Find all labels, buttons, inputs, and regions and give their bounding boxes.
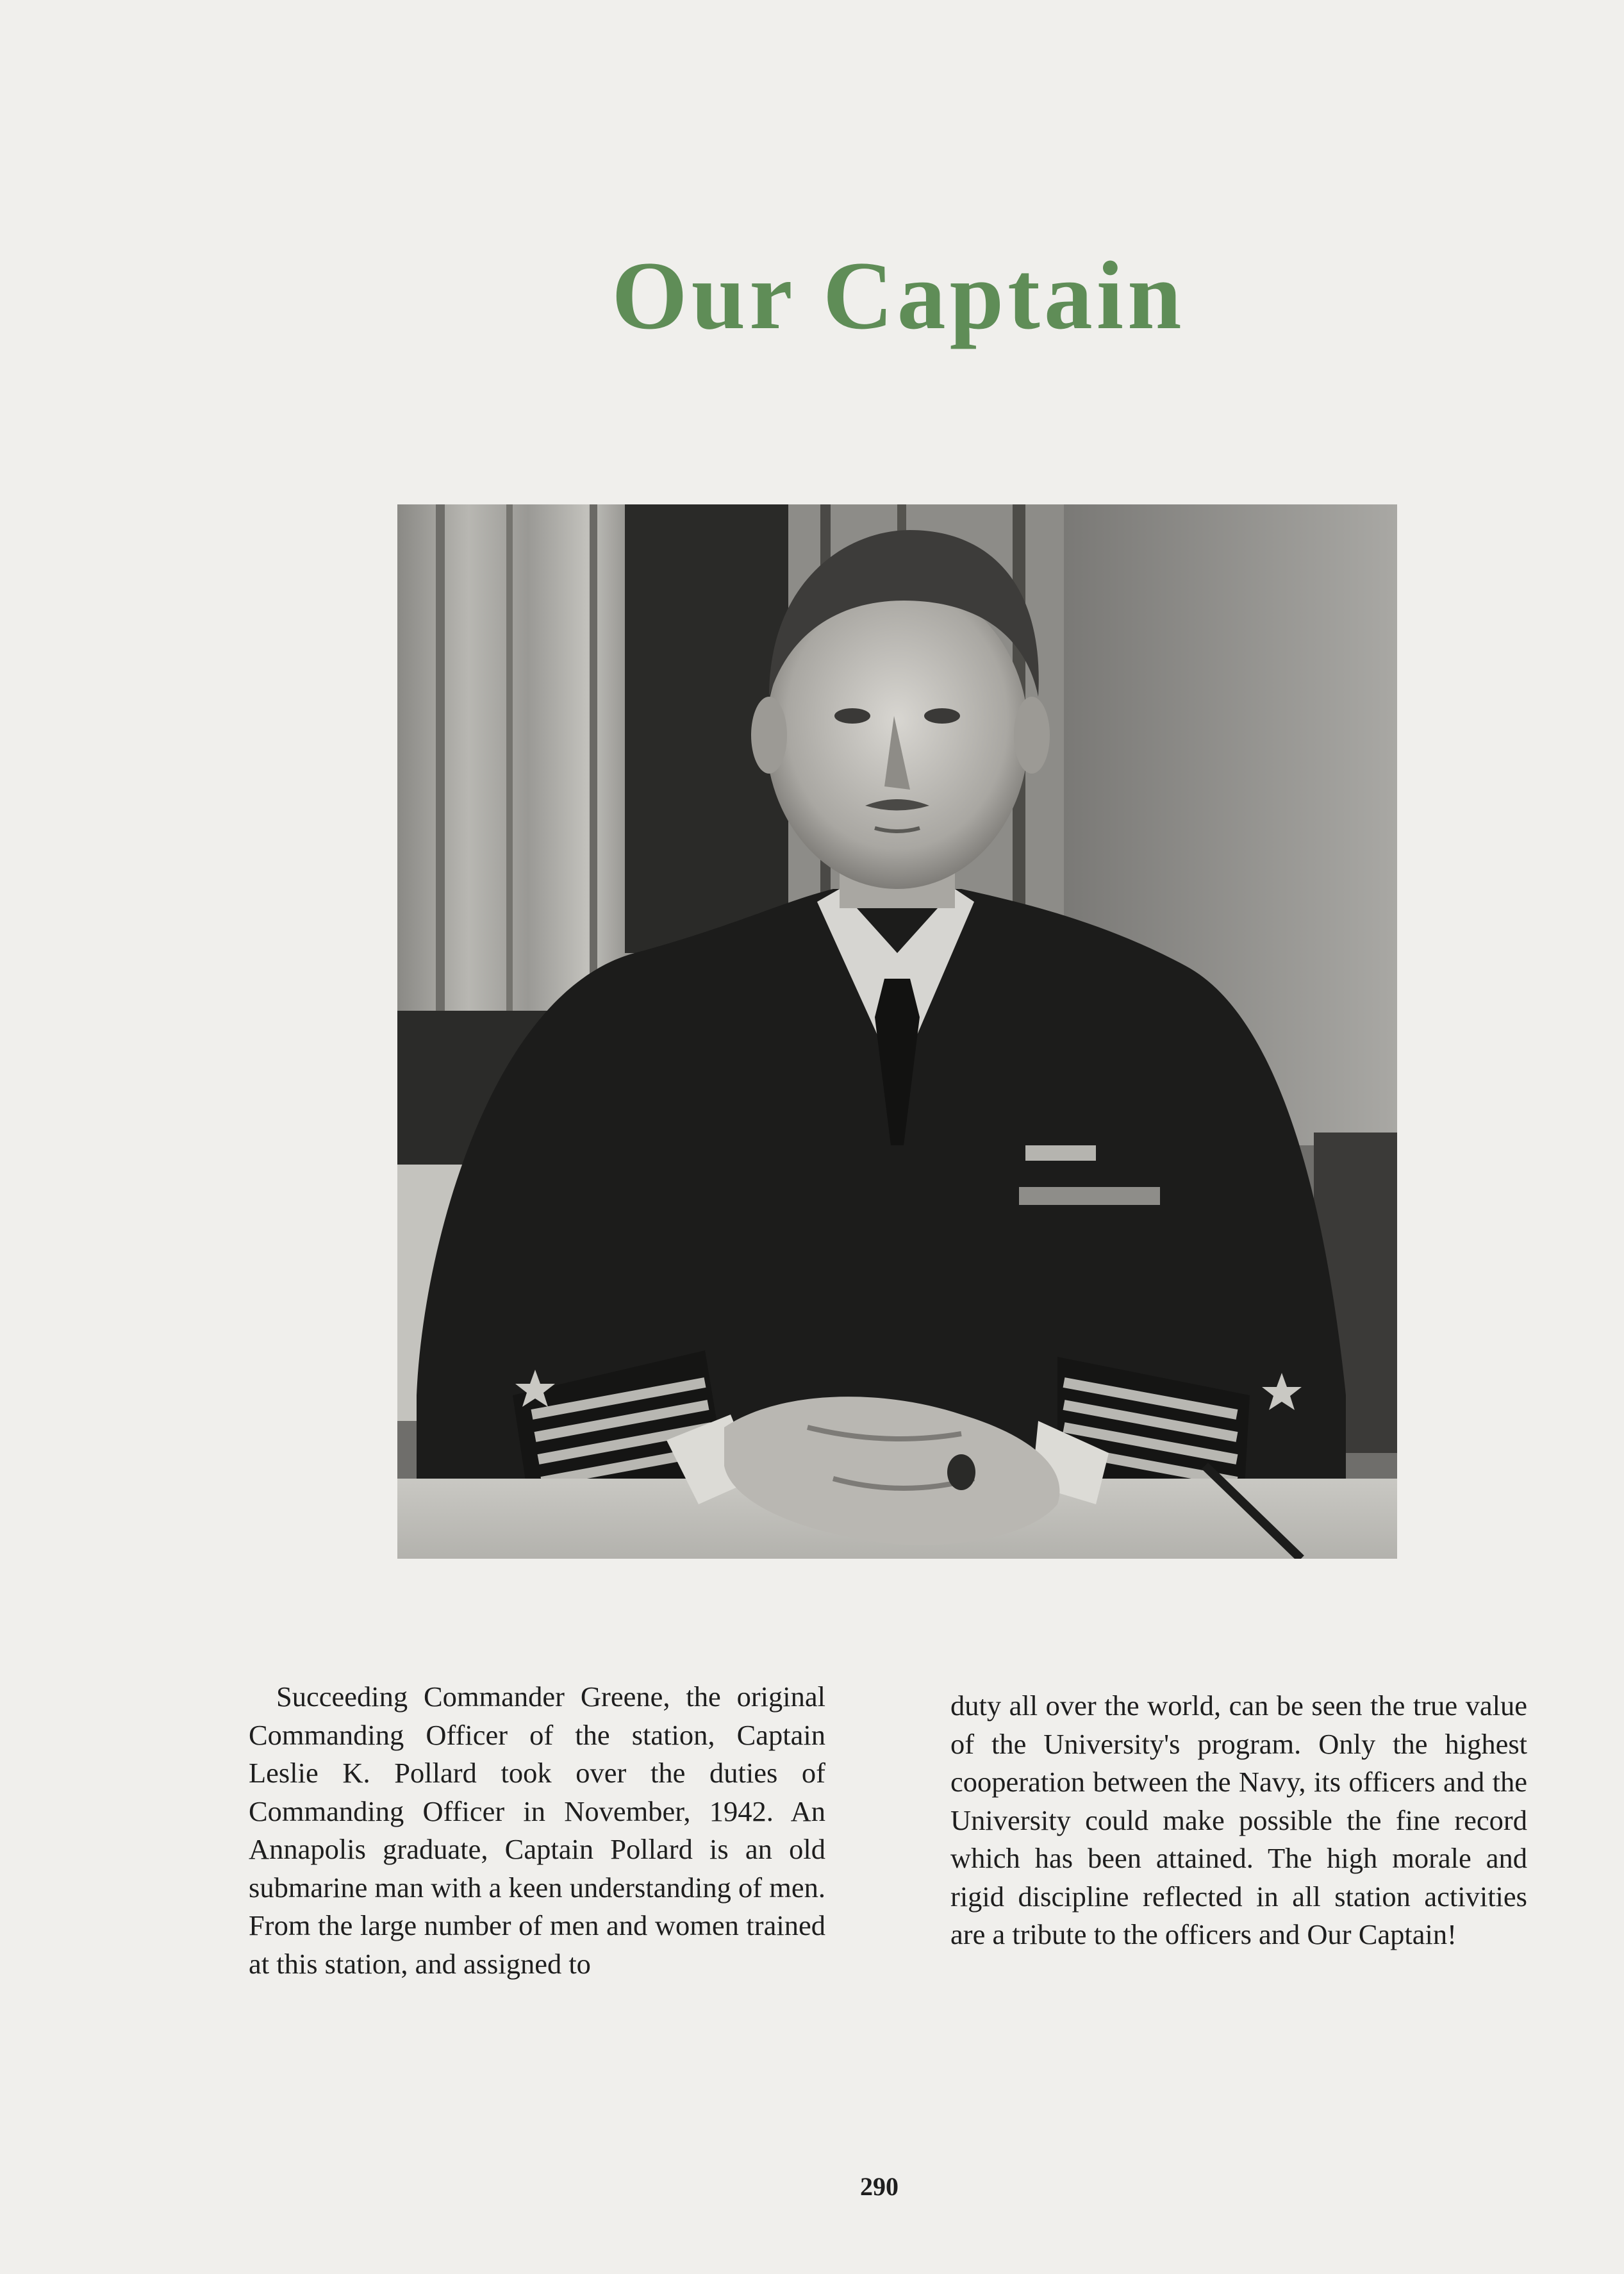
portrait-photo-icon xyxy=(397,504,1397,1559)
page-title: Our Captain xyxy=(611,242,1186,349)
page-number: 290 xyxy=(860,2172,899,2201)
body-text-right-column: duty all over the world, can be seen the true value of the University's program. Only the highest cooperation between the Navy, its officers and the University could make possible the fine record which has been attained. The high morale and rigid discipline reflected in all station activities are a tribute to the officers and Our Captain! xyxy=(950,1689,1527,1950)
body-text-left-column: Succeeding Commander Greene, the original Commanding Officer of the station, Captain Leslie K. Pollard took over the duties of Commanding Officer in November, 1942. An Annapolis graduate, Captain Pollard is an old submarine man with a keen understanding of men. From the large number of men and women trained at this station, and assigned to xyxy=(249,1681,825,1980)
captain-portrait-photo xyxy=(397,504,1397,1559)
